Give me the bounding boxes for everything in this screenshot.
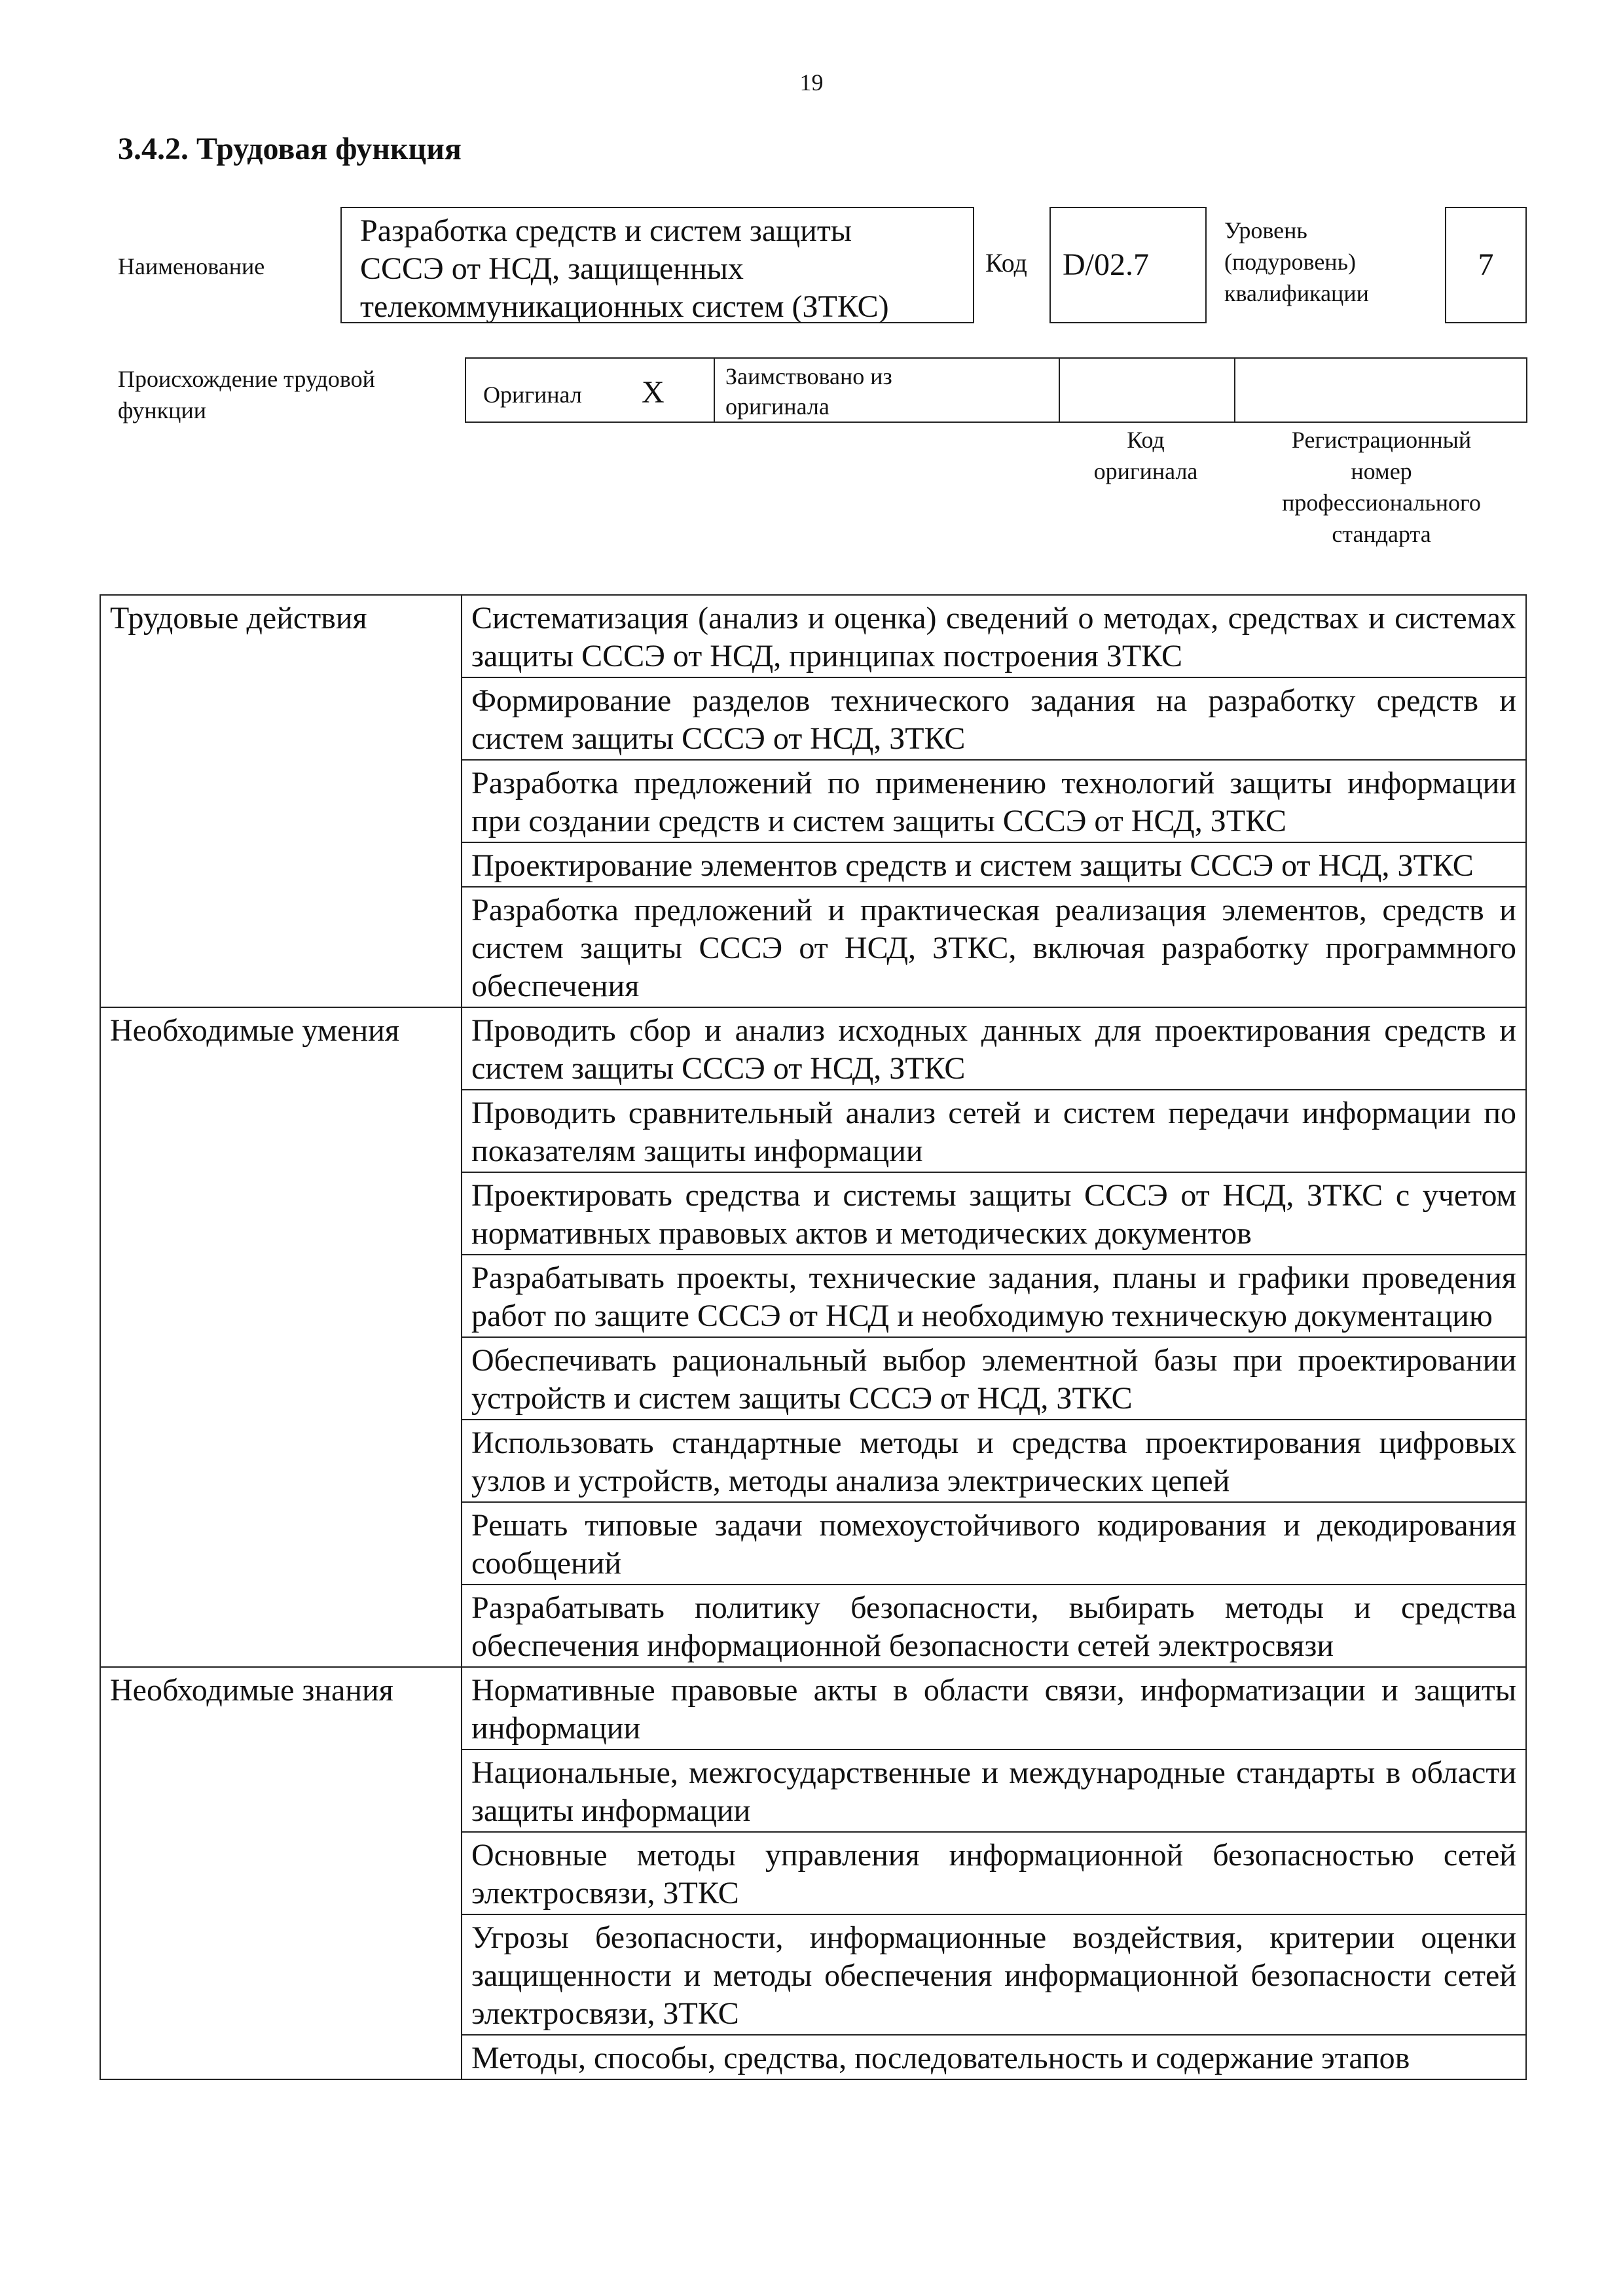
table-row [100, 1667, 1526, 1749]
reg-number-caption-line: профессионального [1282, 490, 1481, 516]
reg-number-caption-line: стандарта [1332, 521, 1431, 547]
level-label [1224, 215, 1369, 309]
table-cell: Методы, способы, средства, последовательность и содержание этапов [462, 2035, 1526, 2079]
reg-number-caption [1234, 424, 1529, 550]
level-value-box [1445, 207, 1527, 323]
table-cell: Основные методы управления информационной безопасностью сетей электросвязи, ЗТКС [462, 1832, 1526, 1914]
table-cell: Обеспечивать рациональный выбор элементной базы при проектировании устройств и систем защиты СССЭ от НСД, ЗТКС [462, 1337, 1526, 1420]
original-mark: X [642, 375, 665, 410]
level-label-line: (подуровень) [1224, 249, 1356, 275]
code-value: D/02.7 [1063, 247, 1149, 282]
table-cell: Формирование разделов технического задания на разработку средств и систем защиты СССЭ от НСД, ЗТКС [462, 677, 1526, 760]
borrowed-label-line: Заимствовано из [725, 363, 892, 389]
code-label: Код [985, 248, 1027, 278]
reg-number-caption-line: номер [1351, 458, 1412, 484]
borrowed-label [725, 361, 892, 422]
table-cell: Угрозы безопасности, информационные воздействия, критерии оценки защищенности и методы обеспечения информационной безопасности сетей электросвязи, ЗТКС [462, 1914, 1526, 2035]
code-original-caption-line: оригинала [1093, 458, 1198, 484]
level-label-line: квалификации [1224, 280, 1369, 306]
section-title: 3.4.2. Трудовая функция [118, 132, 462, 166]
code-original-caption [1057, 424, 1234, 487]
origin-table [465, 357, 1527, 423]
name-value-line: телекоммуникационных систем (ЗТКС) [360, 289, 889, 324]
reg-number-caption-line: Регистрационный [1291, 427, 1472, 453]
table-row [100, 595, 1526, 677]
page-number: 19 [799, 69, 824, 96]
table-cell: Решать типовые задачи помехоустойчивого кодирования и декодирования сообщений [462, 1502, 1526, 1585]
section-title-cell: Необходимые умения [100, 1007, 462, 1667]
origin-label [118, 363, 375, 426]
table-cell: Разработка предложений и практическая реализация элементов, средств и систем защиты СССЭ от НСД, ЗТКС, включая разработку программного обеспечения [462, 887, 1526, 1007]
origin-label-line: функции [118, 397, 206, 423]
borrowed-label-line: оригинала [725, 393, 830, 420]
name-value-box [340, 207, 974, 323]
table-cell: Разработка предложений по применению технологий защиты информации при создании средств и систем защиты СССЭ от НСД, ЗТКС [462, 760, 1526, 842]
table-cell: Проектировать средства и системы защиты СССЭ от НСД, ЗТКС с учетом нормативных правовых актов и методических документов [462, 1172, 1526, 1255]
section-title-cell: Необходимые знания [100, 1667, 462, 2079]
table-cell: Разрабатывать политику безопасности, выбирать методы и средства обеспечения информационной безопасности сетей электросвязи [462, 1585, 1526, 1667]
labor-function-table [100, 594, 1527, 2080]
table-cell: Национальные, межгосударственные и международные стандарты в области защиты информации [462, 1749, 1526, 1832]
table-row [100, 1007, 1526, 1090]
original-label: Оригинал [483, 382, 582, 408]
table-cell: Разрабатывать проекты, технические задания, планы и графики проведения работ по защите СССЭ от НСД и необходимую техническую документацию [462, 1255, 1526, 1337]
level-value: 7 [1478, 247, 1494, 282]
table-cell: Использовать стандартные методы и средства проектирования цифровых узлов и устройств, методы анализа электрических цепей [462, 1420, 1526, 1502]
name-label: Наименование [118, 253, 265, 279]
level-label-line: Уровень [1224, 217, 1307, 243]
code-original-caption-line: Код [1127, 427, 1165, 453]
table-cell: Систематизация (анализ и оценка) сведений о методах, средствах и системах защиты СССЭ от НСД, принципах построения ЗТКС [462, 595, 1526, 677]
name-value-line: СССЭ от НСД, защищенных [360, 251, 744, 286]
table-cell: Проводить сбор и анализ исходных данных для проектирования средств и систем защиты СССЭ от НСД, ЗТКС [462, 1007, 1526, 1090]
code-value-box [1049, 207, 1207, 323]
origin-label-line: Происхождение трудовой [118, 366, 375, 392]
section-title-cell: Трудовые действия [100, 595, 462, 1007]
table-cell: Проводить сравнительный анализ сетей и систем передачи информации по показателям защиты информации [462, 1090, 1526, 1172]
name-value-line: Разработка средств и систем защиты [360, 213, 852, 248]
table-cell: Нормативные правовые акты в области связи, информатизации и защиты информации [462, 1667, 1526, 1749]
table-cell: Проектирование элементов средств и систем защиты СССЭ от НСД, ЗТКС [462, 842, 1526, 887]
